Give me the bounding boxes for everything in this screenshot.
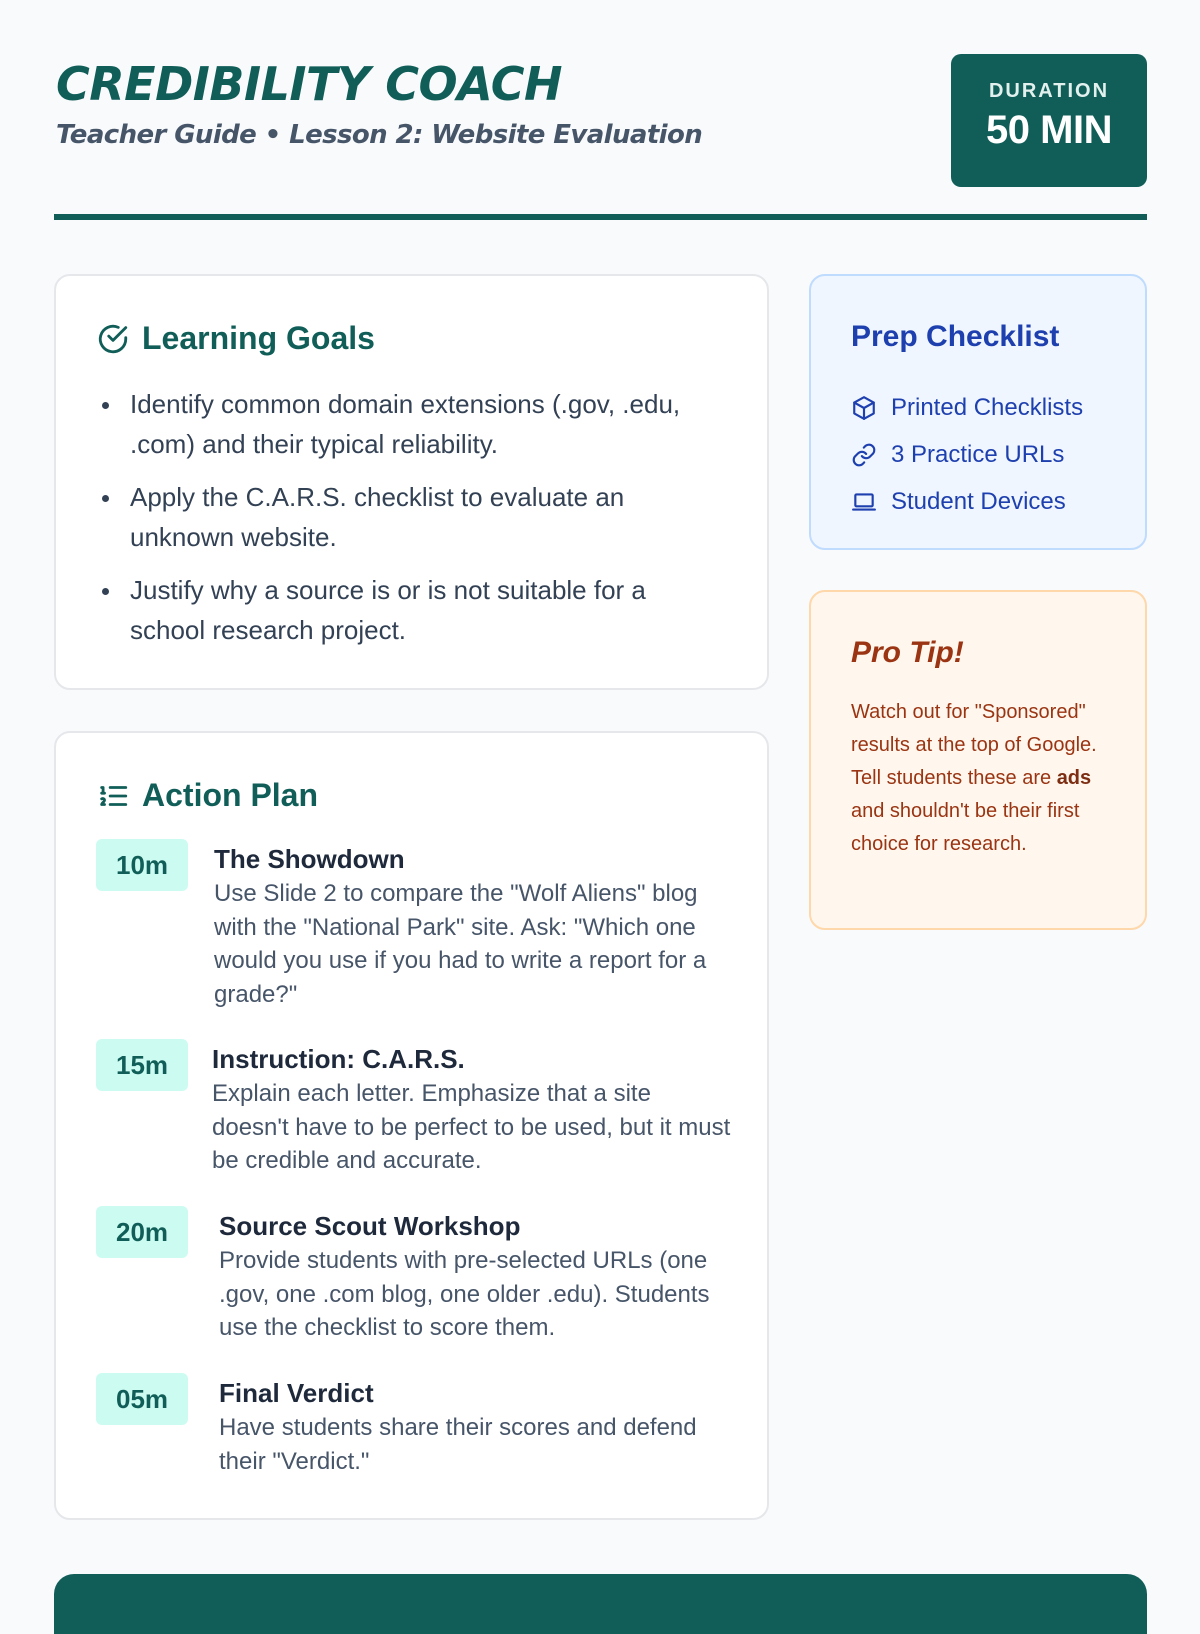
step-body xyxy=(219,1206,739,1345)
step-title: Final Verdict xyxy=(219,1378,374,1408)
list-item xyxy=(96,1373,736,1483)
pro-tip-emphasis: ads xyxy=(1056,767,1092,789)
step-title: Source Scout Workshop xyxy=(219,1211,521,1241)
duration-label: DURATION xyxy=(988,80,1110,102)
duration-value: 50 MIN xyxy=(986,108,1112,152)
time-badge: 15m xyxy=(96,1039,188,1091)
link-icon xyxy=(851,442,877,468)
list-item xyxy=(851,384,1083,431)
prep-item-label: Printed Checklists xyxy=(891,393,1084,421)
prep-checklist-list xyxy=(851,384,1083,525)
list-item: Apply the C.A.R.S. checklist to evaluate an unknown website. xyxy=(98,477,708,557)
laptop-icon xyxy=(851,489,877,515)
time-badge: 05m xyxy=(96,1373,188,1425)
check-circle-icon xyxy=(96,322,130,356)
teacher-guide-page xyxy=(54,0,1147,1600)
learning-goals-heading xyxy=(96,320,375,357)
learning-goals-card xyxy=(54,274,769,690)
cube-icon xyxy=(851,395,877,421)
duration-badge xyxy=(951,54,1147,187)
learning-goals-title: Learning Goals xyxy=(142,320,375,356)
header-divider xyxy=(54,214,1147,220)
footer-band xyxy=(54,1574,1147,1634)
pro-tip-card xyxy=(809,590,1147,930)
page-subtitle: Teacher Guide • Lesson 2: Website Evaluation xyxy=(56,120,703,150)
time-badge: 20m xyxy=(96,1206,188,1258)
learning-goals-list xyxy=(98,384,708,663)
pro-tip-title: Pro Tip! xyxy=(851,636,964,669)
step-description: Provide students with pre-selected URLs (one .gov, one .com blog, one older .edu). Students use the checklist to score them. xyxy=(219,1247,710,1341)
list-item xyxy=(851,478,1083,525)
page-title: CREDIBILITY COACH xyxy=(56,57,563,111)
prep-item-label: Student Devices xyxy=(891,487,1066,515)
list-item xyxy=(96,839,736,1009)
step-description: Use Slide 2 to compare the "Wolf Aliens" blog with the "National Park" site. Ask: "Which one would you use if you had to write a report for a grade?" xyxy=(214,880,707,1008)
pro-tip-text-part: and shouldn't be their first choice for research. xyxy=(851,800,1080,855)
pro-tip-text-part: Watch out for "Sponsored" results at the top of Google. Tell students these are xyxy=(851,701,1097,789)
pro-tip-text xyxy=(851,696,1119,861)
list-ordered-icon xyxy=(96,779,130,813)
action-plan-heading xyxy=(96,777,318,814)
prep-item-label: 3 Practice URLs xyxy=(891,440,1065,468)
step-body xyxy=(219,1373,739,1478)
list-item: Justify why a source is or is not suitable for a school research project. xyxy=(98,570,708,650)
prep-checklist-card xyxy=(809,274,1147,550)
list-item xyxy=(96,1039,736,1179)
step-description: Explain each letter. Emphasize that a site doesn't have to be perfect to be used, but it must be credible and accurate. xyxy=(212,1080,731,1174)
list-item xyxy=(851,431,1083,478)
list-item: Identify common domain extensions (.gov, .edu, .com) and their typical reliability. xyxy=(98,384,708,464)
action-plan-title: Action Plan xyxy=(142,777,319,813)
step-description: Have students share their scores and defend their "Verdict." xyxy=(219,1414,697,1475)
step-body xyxy=(212,1039,732,1178)
step-title: The Showdown xyxy=(214,844,405,874)
prep-checklist-title: Prep Checklist xyxy=(851,320,1060,353)
step-body xyxy=(214,839,734,1011)
step-title: Instruction: C.A.R.S. xyxy=(212,1044,465,1074)
time-badge: 10m xyxy=(96,839,188,891)
action-plan-card xyxy=(54,731,769,1520)
list-item xyxy=(96,1206,736,1346)
header xyxy=(54,54,1147,188)
